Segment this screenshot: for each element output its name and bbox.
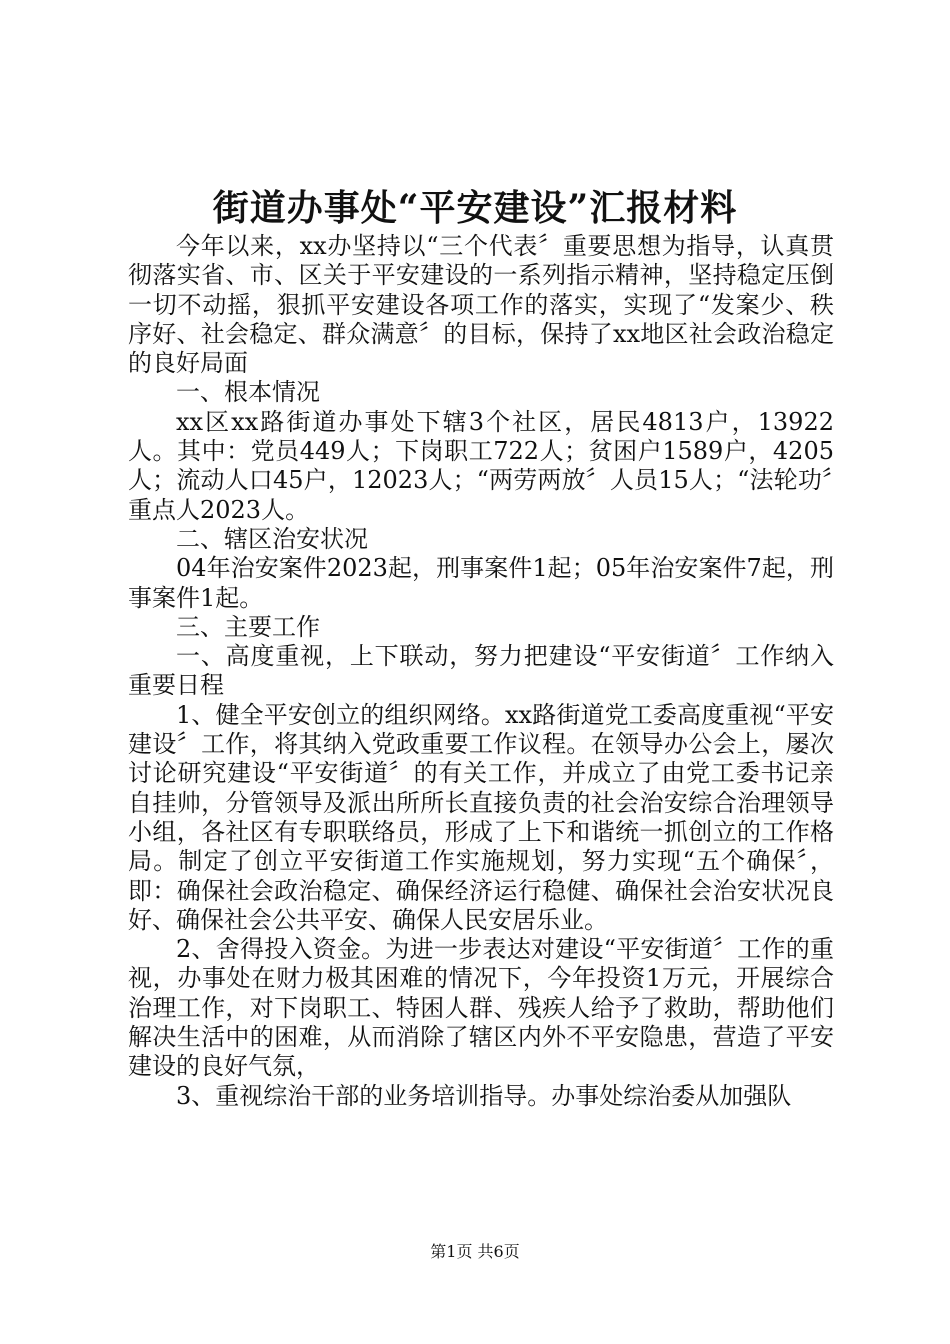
paragraph-training: 3、重视综治干部的业务培训指导。办事处综治委从加强队	[176, 1081, 792, 1110]
subheading-priority: 一、高度重视，上下联动，努力把建设“平安街道〞工作纳入重要日程	[128, 642, 834, 700]
paragraph-intro: 今年以来，xx办坚持以“三个代表〞重要思想为指导，认真贯彻落实省、市、区关于平安建设的一系列指示精神，坚持稳定压倒一切不动摇，狠抓平安建设各项工作的落实，实现了“发案少、秩序好、社会稳定、群众满意〞的目标，保持了xx地区社会政治稳定的良好局面	[128, 232, 834, 378]
paragraph-security-status: 04年治安案件2023起，刑事案件1起；05年治安案件7起，刑事案件1起。	[128, 554, 834, 612]
heading-main-work: 三、主要工作	[176, 612, 320, 641]
heading-basic-situation: 一、根本情况	[176, 378, 320, 407]
paragraph-funding: 2、舍得投入资金。为进一步表达对建设“平安街道〞工作的重视，办事处在财力极其困难的情况下，今年投资1万元，开展综合治理工作，对下岗职工、特困人群、残疾人给予了救助，帮助他们解决生活中的困难，从而消除了辖区内外不平安隐患，营造了平安建设的良好气氛，	[128, 935, 834, 1081]
paragraph-organization-network: 1、健全平安创立的组织网络。xx路街道党工委高度重视“平安建设〞工作，将其纳入党政重要工作议程。在领导办公会上，屡次讨论研究建设“平安街道〞的有关工作，并成立了由党工委书记亲自挂帅，分管领导及派出所所长直接负责的社会治安综合治理领导小组，各社区有专职联络员，形成了上下和谐统一抓创立的工作格局。制定了创立平安街道工作实施规划，努力实现“五个确保〞，即：确保社会政治稳定、确保经济运行稳健、确保社会治安状况良好、确保社会公共平安、确保人民安居乐业。	[128, 700, 834, 934]
heading-security-status: 二、辖区治安状况	[176, 524, 368, 553]
page-footer: 第1页 共6页	[430, 1242, 520, 1261]
document-title: 街道办事处“平安建设”汇报材料	[212, 187, 738, 229]
document-body	[128, 232, 834, 1111]
paragraph-basic-situation: xx区xx路街道办事处下辖3个社区，居民4813户，13922人。其中：党员449人；下岗职工722人；贫困户1589户，4205人；流动人口45户，12023人；“两劳两放〞人员15人；“法轮功〞重点人2023人。	[128, 407, 834, 524]
